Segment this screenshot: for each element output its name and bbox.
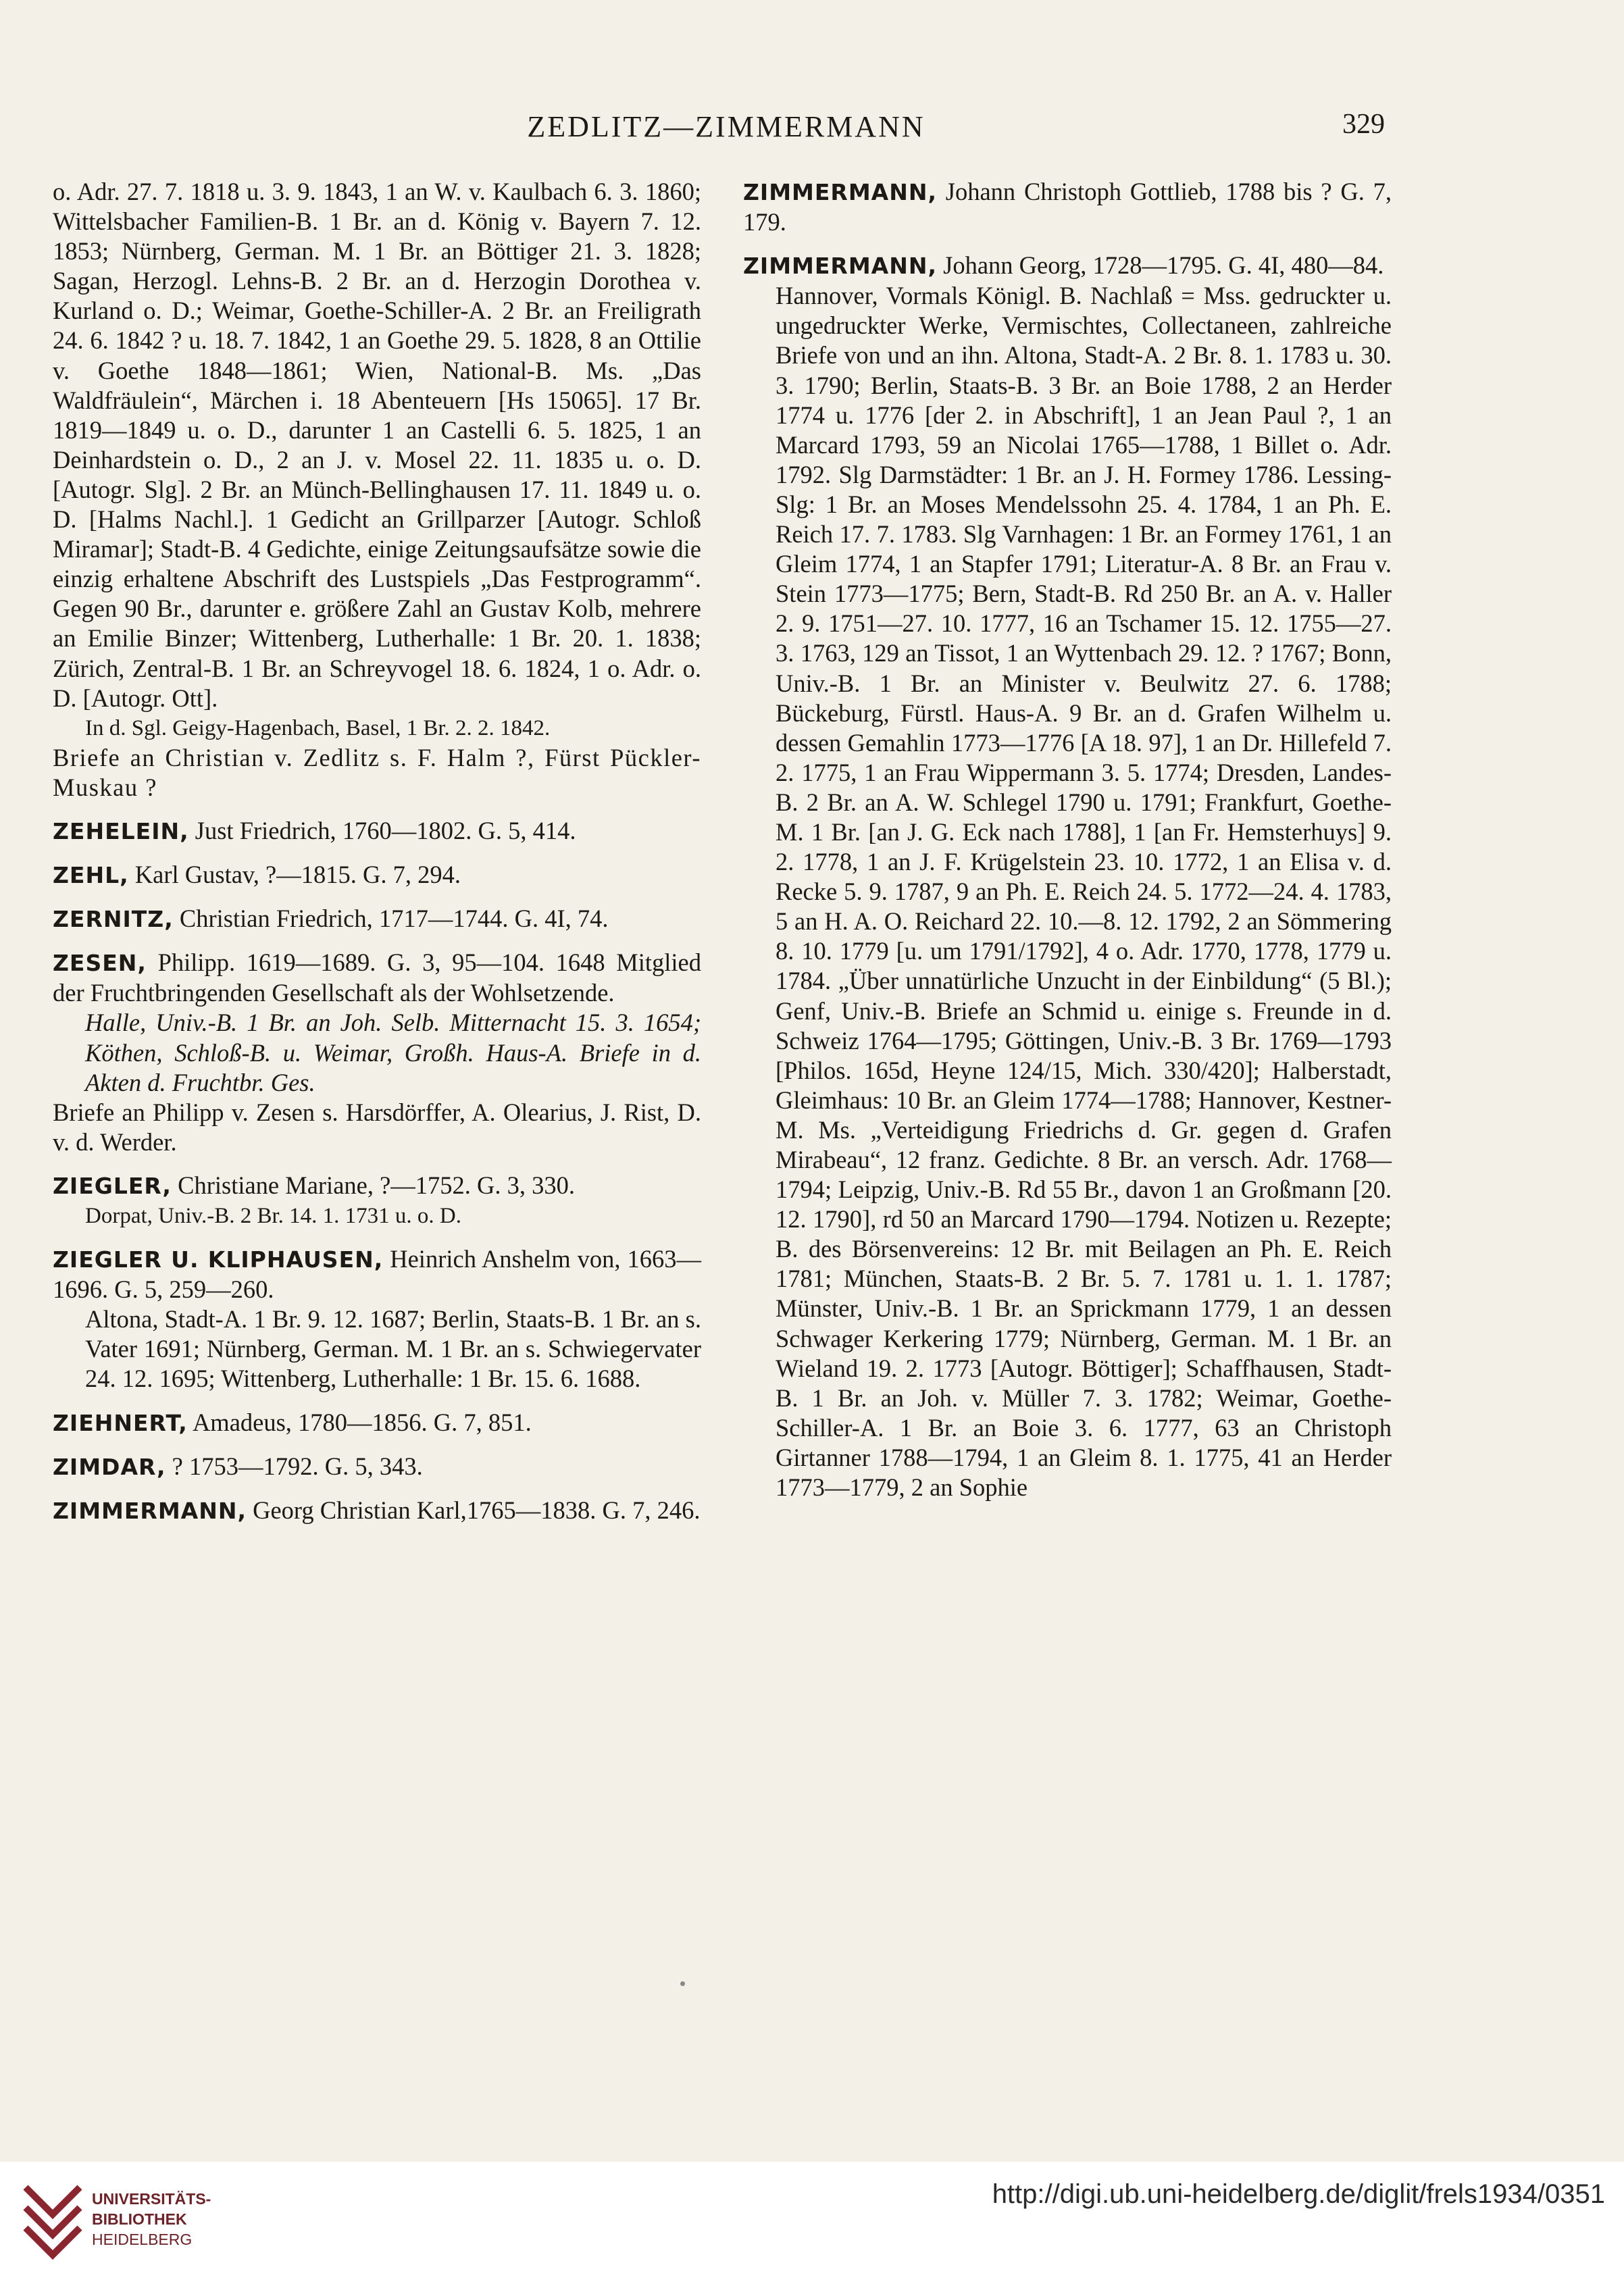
- library-name-line2: BIBLIOTHEK: [92, 2210, 187, 2228]
- entry-zehl: [53, 860, 701, 890]
- entry-body: Heinrich Anshelm von, 1663—1696. G. 5, 259—260.: [53, 1245, 702, 1304]
- entry-zimmermann-georg: [53, 1496, 701, 1526]
- entry-head: ZERNITZ,: [53, 906, 174, 933]
- entry-head: ZESEN,: [53, 950, 147, 977]
- entry-ziehnert: [53, 1408, 701, 1438]
- entry-zimdar: [53, 1452, 701, 1482]
- right-column: [743, 177, 1392, 1502]
- entry-head: ZIMMERMANN,: [743, 179, 937, 205]
- entry-head: ZIEHNERT,: [53, 1409, 188, 1436]
- running-head: ZEDLITZ—ZIMMERMANN: [527, 110, 925, 143]
- entry-ziegler-kliphausen: [53, 1244, 701, 1304]
- library-name-line3: HEIDELBERG: [92, 2231, 193, 2248]
- entry-zehelein: [53, 816, 701, 846]
- entry-crossref: Briefe an Christian v. Zedlitz s. F. Halm ?, Fürst Pückler-Muskau ?: [53, 743, 701, 801]
- entry-head: ZIMMERMANN,: [743, 253, 937, 280]
- entry-body: ? 1753—1792. G. 5, 343.: [172, 1452, 423, 1480]
- entry-ziegler: [53, 1171, 701, 1201]
- page-number: 329: [1342, 109, 1385, 140]
- entry-body: Christiane Mariane, ?—1752. G. 3, 330.: [178, 1171, 576, 1199]
- entry-sources: Dorpat, Univ.-B. 2 Br. 14. 1. 1731 u. o. D.: [85, 1204, 462, 1228]
- entry-head: ZIEGLER,: [53, 1172, 172, 1199]
- entry-head: ZEHELEIN,: [53, 817, 189, 844]
- entry-zimmermann-johann-georg: [743, 251, 1392, 281]
- source-url-link[interactable]: http://digi.ub.uni-heidelberg.de/diglit/frels1934/0351: [992, 2179, 1605, 2209]
- entry-head: ZEHL,: [53, 862, 129, 889]
- page-speck: [680, 1981, 685, 1986]
- entry-body: Just Friedrich, 1760—1802. G. 5, 414.: [195, 816, 576, 844]
- library-name-line1: UNIVERSITÄTS-: [92, 2190, 211, 2208]
- entry-sources: Altona, Stadt-A. 1 Br. 9. 12. 1687; Berlin, Staats-B. 1 Br. an s. Vater 1691; Nürnberg, German. M. 1 Br. an s. Schwiegervater 24. 12. 1695; Wittenberg, Lutherhalle: 1 Br. 15. 6. 1688.: [85, 1305, 701, 1393]
- entry-body: Amadeus, 1780—1856. G. 7, 851.: [192, 1408, 532, 1436]
- entry-head: ZIEGLER U. KLIPHAUSEN,: [53, 1246, 384, 1273]
- left-column: [53, 177, 701, 1540]
- entry-head: ZIMMERMANN,: [53, 1497, 247, 1524]
- entry-body: Johann Christoph Gottlieb, 1788 bis ? G. 7, 179.: [743, 178, 1392, 236]
- entry-body: Karl Gustav, ?—1815. G. 7, 294.: [134, 861, 461, 889]
- entry-zernitz: [53, 904, 701, 934]
- entry-note: In d. Sgl. Geigy-Hagenbach, Basel, 1 Br. 2. 2. 1842.: [85, 715, 551, 740]
- entry-crossref: Briefe an Philipp v. Zesen s. Harsdörffer, A. Olearius, J. Rist, D. v. d. Werder.: [53, 1098, 701, 1156]
- entry-zimmermann-christoph: [743, 177, 1392, 237]
- entry-body: Johann Georg, 1728—1795. G. 4I, 480—84.: [943, 251, 1384, 280]
- entry-text: o. Adr. 27. 7. 1818 u. 3. 9. 1843, 1 an W. v. Kaulbach 6. 3. 1860; Wittelsbacher Familien-B. 1 Br. an d. König v. Bayern 7. 12. 1853; Nürnberg, German. M. 1 Br. an Böttiger 21. 3. 1828; Sagan, Herzogl. Lehns-B. 2 Br. an d. Herzogin Dorothea v. Kurland o. D.; Weimar, Goethe-Schiller-A. 2 Br. an Freiligrath 24. 6. 1842 ? u. 18. 7. 1842, 1 an Goethe 29. 5. 1828, 8 an Ottilie v. Goethe 1848—1861; Wien, National-B. Ms. „Das Waldfräulein“, Märchen i. 18 Abenteuern [Hs 15065]. 17 Br. 1819—1849 u. o. D., darunter 1 an Castelli 6. 5. 1825, 1 an Deinhardstein o. D., 2 an J. v. Mosel 22. 11. 1835 u. o. D. [Autogr. Slg]. 2 Br. an Münch-Bellinghausen 17. 11. 1849 u. o. D. [Halms Nachl.]. 1 Gedicht an Grillparzer [Autogr. Schloß Miramar]; Stadt-B. 4 Gedichte, einige Zeitungsaufsätze sowie die einzig erhaltene Abschrift des Lustspiels „Das Festprogramm“. Gegen 90 Br., darunter e. größere Zahl an Gustav Kolb, mehrere an Emilie Binzer; Wittenberg, Lutherhalle: 1 Br. 20. 1. 1838; Zürich, Zentral-B. 1 Br. an Schreyvogel 18. 6. 1824, 1 o. Adr. o. D. [Autogr. Ott].: [53, 178, 701, 712]
- entry-body: Christian Friedrich, 1717—1744. G. 4I, 74.: [179, 905, 609, 933]
- entry-body: Georg Christian Karl,1765—1838. G. 7, 246.: [253, 1496, 701, 1524]
- entry-sources: Halle, Univ.-B. 1 Br. an Joh. Selb. Mitternacht 15. 3. 1654; Köthen, Schloß-B. u. Weimar, Großh. Haus-A. Briefe in d. Akten d. Fruchtbr. Ges.: [85, 1009, 701, 1096]
- entry-sources: Hannover, Vormals Königl. B. Nachlaß = Mss. gedruckter u. ungedruckter Werke, Vermischtes, Collectaneen, zahlreiche Briefe von und an ihn. Altona, Stadt-A. 2 Br. 8. 1. 1783 u. 30. 3. 1790; Berlin, Staats-B. 3 Br. an Boie 1788, 2 an Herder 1774 u. 1776 [der 2. in Abschrift], 1 an Jean Paul ?, 1 an Marcard 1793, 59 an Nicolai 1765—1788, 1 Billet o. Adr. 1792. Slg Darmstädter: 1 Br. an J. H. Formey 1786. Lessing-Slg: 1 Br. an Moses Mendelssohn 25. 4. 1784, 1 an Ph. E. Reich 17. 7. 1783. Slg Varnhagen: 1 Br. an Formey 1761, 1 an Gleim 1774, 1 an Stapfer 1791; Literatur-A. 8 Br. an Frau v. Stein 1773—1775; Bern, Stadt-B. Rd 250 Br. an A. v. Haller 2. 9. 1751—27. 10. 1777, 16 an Tschamer 15. 12. 1755—27. 3. 1763, 129 an Tissot, 1 an Wyttenbach 29. 12. ? 1767; Bonn, Univ.-B. 1 Br. an Minister v. Beulwitz 27. 6. 1788; Bückeburg, Fürstl. Haus-A. 9 Br. an d. Grafen Wilhelm u. dessen Gemahlin 1773—1776 [A 18. 97], 1 an Dr. Hillefeld 7. 2. 1775, 1 an Frau Wippermann 3. 5. 1774; Dresden, Landes-B. 2 Br. an A. W. Schlegel 1790 u. 1791; Frankfurt, Goethe-M. 1 Br. [an J. G. Eck nach 1788], 1 [an Fr. Hemsterhuys] 9. 2. 1778, 1 an J. F. Krügelstein 23. 10. 1772, 1 an Elisa v. d. Recke 5. 9. 1787, 9 an Ph. E. Reich 24. 5. 1772—24. 4. 1783, 5 an H. A. O. Reichard 22. 10.—8. 12. 1792, 2 an Sömmering 8. 10. 1779 [u. um 1791/1792], 4 o. Adr. 1770, 1778, 1779 u. 1784. „Über unnatürliche Unzucht in der Einbildung“ (5 Bl.); Genf, Univ.-B. Briefe an Schmid u. einige s. Freunde in d. Schweiz 1764—1795; Göttingen, Univ.-B. 3 Br. 1769—1793 [Philos. 165d, Heyne 124/15, Mich. 330/420]; Halberstadt, Gleimhaus: 10 Br. an Gleim 1774—1788; Hannover, Kestner-M. Ms. „Verteidigung Friedrichs d. Gr. gegen d. Grafen Mirabeau“, 12 franz. Gedichte. 8 Br. an versch. Adr. 1768—1794; Leipzig, Univ.-B. Rd 55 Br., davon 1 an Großmann [20. 12. 1790], rd 50 an Marcard 1790—1794. Notizen u. Rezepte; B. des Börsenvereins: 12 Br. mit Beilagen an Ph. E. Reich 1781; München, Staats-B. 2 Br. 5. 7. 1781 u. 1. 1. 1787; Münster, Univ.-B. 1 Br. an Sprickmann 1779, 1 an dessen Schwager Kerkering 1779; Nürnberg, German. M. 1 Br. an Wieland 19. 2. 1773 [Autogr. Böttiger]; Schaffhausen, Stadt-B. 1 Br. an Joh. v. Müller 7. 3. 1782; Weimar, Goethe-Schiller-A. 1 Br. an Boie 3. 6. 1777, 63 an Christoph Girtanner 1788—1794, 1 an Gleim 8. 1. 1775, 41 an Herder 1773—1779, 2 an Sophie: [776, 282, 1392, 1502]
- entry-body: Philipp. 1619—1689. G. 3, 95—104. 1648 Mitglied der Fruchtbringenden Gesellschaft als der Wohlsetzende.: [53, 948, 701, 1007]
- entry-zesen: [53, 948, 701, 1008]
- university-library-logo-icon: [19, 2174, 86, 2262]
- entry-head: ZIMDAR,: [53, 1453, 166, 1480]
- library-name: [92, 2189, 211, 2250]
